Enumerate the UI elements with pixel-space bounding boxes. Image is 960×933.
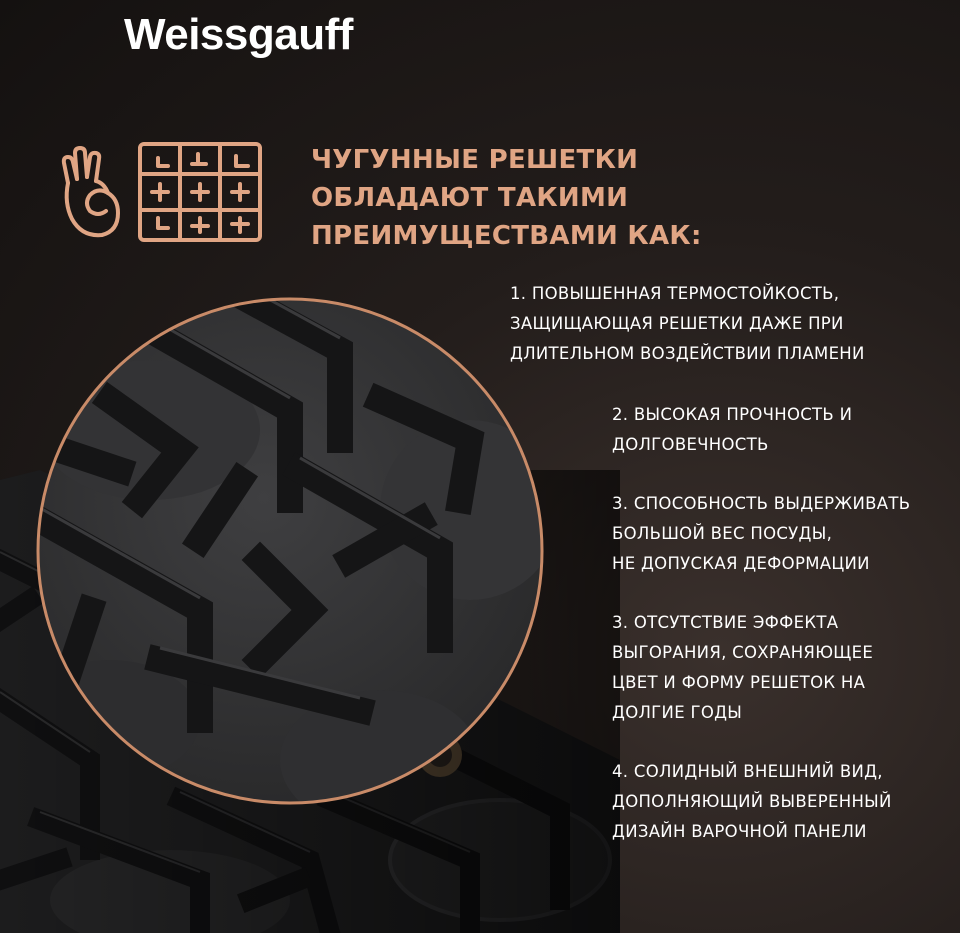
benefit-item: 3. СПОСОБНОСТЬ ВЫДЕРЖИВАТЬ БОЛЬШОЙ ВЕС ПОСУДЫ, НЕ ДОПУСКАЯ ДЕФОРМАЦИИ <box>612 494 911 573</box>
ok-hand-icon <box>60 143 122 241</box>
grate-icon <box>136 140 264 244</box>
benefit-item: 3. ОТСУТСТВИЕ ЭФФЕКТА ВЫГОРАНИЯ, СОХРАНЯЮЩЕЕ ЦВЕТ И ФОРМУ РЕШЕТОК НА ДОЛГИЕ ГОДЫ <box>612 613 874 722</box>
brand-logo: Weissgauff <box>124 10 353 59</box>
benefit-item: 1. ПОВЫШЕННАЯ ТЕРМОСТОЙКОСТЬ, ЗАЩИЩАЮЩАЯ РЕШЕТКИ ДАЖЕ ПРИ ДЛИТЕЛЬНОМ ВОЗДЕЙСТВИИ ПЛАМЕНИ <box>510 284 865 363</box>
benefit-item: 4. СОЛИДНЫЙ ВНЕШНИЙ ВИД, ДОПОЛНЯЮЩИЙ ВЫВЕРЕННЫЙ ДИЗАЙН ВАРОЧНОЙ ПАНЕЛИ <box>612 762 892 841</box>
headline: ЧУГУННЫЕ РЕШЕТКИ ОБЛАДАЮТ ТАКИМИ ПРЕИМУЩЕСТВАМИ КАК: <box>311 145 702 251</box>
benefit-item: 2. ВЫСОКАЯ ПРОЧНОСТЬ И ДОЛГОВЕЧНОСТЬ <box>612 405 853 454</box>
